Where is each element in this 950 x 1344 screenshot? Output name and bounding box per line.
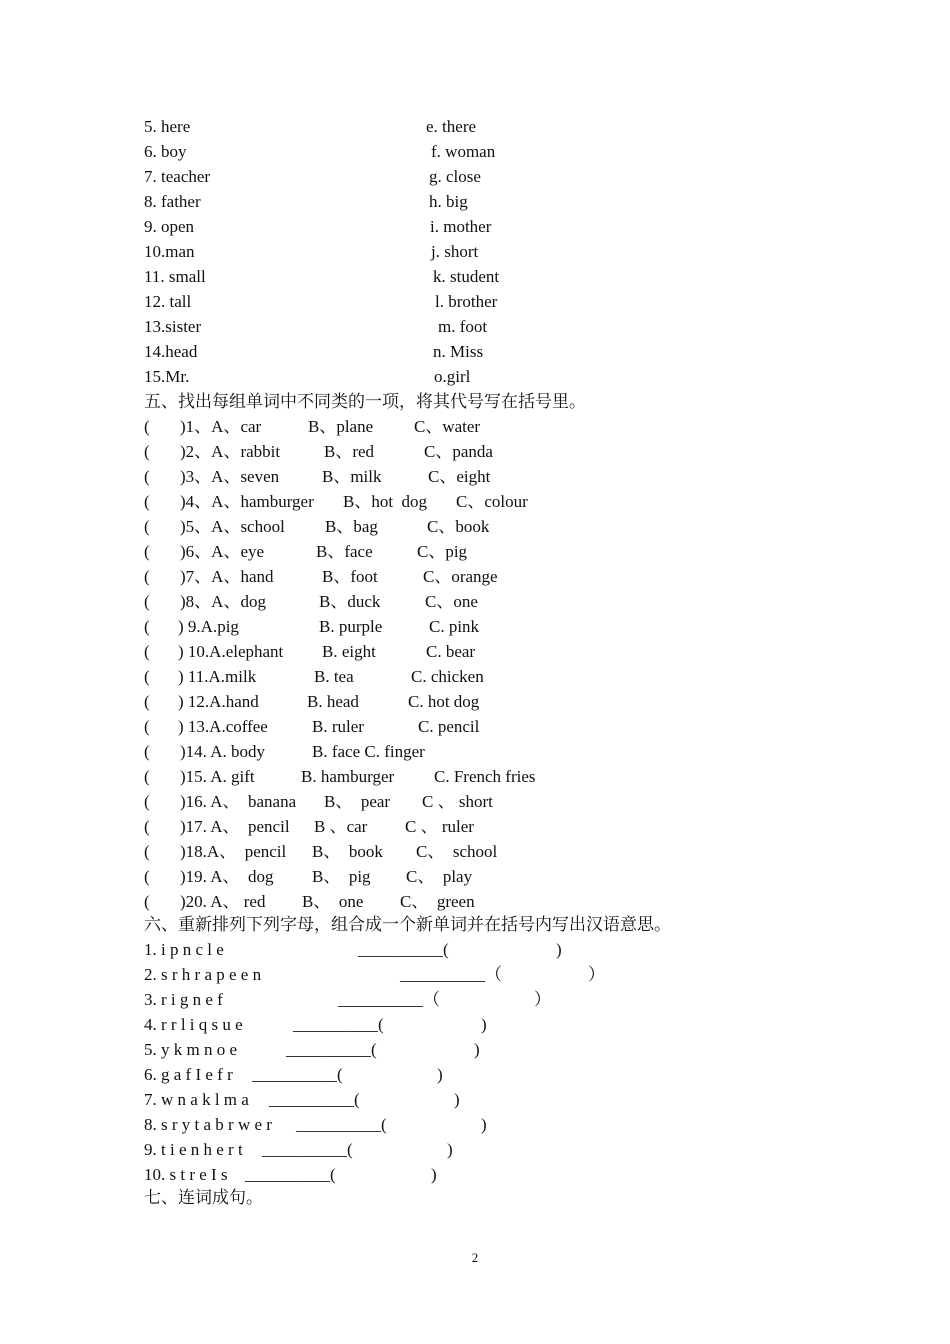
option-a: )15. A. gift [180, 767, 255, 786]
matching-right: n. Miss [433, 342, 484, 361]
matching-left: 10.man [144, 242, 195, 261]
meaning-paren-close: ) [454, 1090, 460, 1109]
matching-left: 9. open [144, 217, 195, 236]
answer-blank: __________（ [338, 990, 440, 1009]
scrambled-letters: 7. w n a k l m a [144, 1090, 249, 1109]
meaning-paren-close: ) [437, 1065, 443, 1084]
option-b: B. tea [314, 667, 354, 686]
answer-blank: __________( [269, 1090, 360, 1109]
option-a: )2、A、rabbit [180, 442, 281, 461]
option-a: )6、A、eye [180, 542, 265, 561]
meaning-paren-close: ) [431, 1165, 437, 1184]
matching-left: 6. boy [144, 142, 187, 161]
answer-blank: __________( [296, 1115, 387, 1134]
matching-right: l. brother [435, 292, 498, 311]
matching-right: i. mother [430, 217, 492, 236]
meaning-paren-close: ) [556, 940, 562, 959]
matching-right: m. foot [438, 317, 488, 336]
option-b: B. hamburger [301, 767, 395, 786]
answer-paren: ( [144, 667, 150, 686]
scrambled-letters: 1. i p n c l e [144, 940, 224, 959]
option-c: C、panda [424, 442, 493, 461]
option-b: B 、car [314, 817, 368, 836]
option-b: B、 one [302, 892, 364, 911]
matching-left: 14.head [144, 342, 198, 361]
scrambled-letters: 2. s r h r a p e e n [144, 965, 262, 984]
meaning-paren-close: ) [481, 1015, 487, 1034]
option-b: B. eight [322, 642, 376, 661]
meaning-paren-close: ) [447, 1140, 453, 1159]
option-b: B、foot [322, 567, 378, 586]
scrambled-letters: 5. y k m n o e [144, 1040, 238, 1059]
answer-paren: ( [144, 892, 150, 911]
option-a: ) 13.A.coffee [178, 717, 268, 736]
option-a: )8、A、dog [180, 592, 266, 611]
option-b: B、duck [319, 592, 381, 611]
matching-left: 12. tall [144, 292, 192, 311]
section-heading: 七、连词成句。 [144, 1188, 263, 1207]
matching-left: 5. here [144, 117, 191, 136]
option-a: ) 12.A.hand [178, 692, 259, 711]
section-heading: 五、找出每组单词中不同类的一项，将其代号写在括号里。 [144, 392, 586, 411]
matching-right: f. woman [431, 142, 496, 161]
matching-right: g. close [429, 167, 481, 186]
answer-blank: __________( [358, 940, 449, 959]
matching-right: h. big [429, 192, 468, 211]
matching-left: 13.sister [144, 317, 202, 336]
answer-paren: ( [144, 417, 150, 436]
option-c: C. pink [429, 617, 480, 636]
answer-paren: ( [144, 467, 150, 486]
answer-paren: ( [144, 617, 150, 636]
option-b: B、 book [312, 842, 383, 861]
option-a: ) 9.A.pig [178, 617, 239, 636]
answer-paren: ( [144, 767, 150, 786]
option-b: B、red [324, 442, 375, 461]
scrambled-letters: 3. r i g n e f [144, 990, 223, 1009]
matching-left: 7. teacher [144, 167, 211, 186]
option-c: C、colour [456, 492, 528, 511]
scrambled-letters: 9. t i e n h e r t [144, 1140, 243, 1159]
option-c: C 、 short [422, 792, 493, 811]
matching-left: 11. small [144, 267, 206, 286]
option-c: C. French fries [434, 767, 536, 786]
option-a: )14. A. body [180, 742, 265, 761]
option-b: B、 pear [324, 792, 391, 811]
matching-right: e. there [426, 117, 477, 136]
answer-paren: ( [144, 492, 150, 511]
answer-blank: __________( [293, 1015, 384, 1034]
scrambled-letters: 4. r r l i q s u e [144, 1015, 243, 1034]
answer-paren: ( [144, 442, 150, 461]
option-c: C、orange [423, 567, 498, 586]
answer-paren: ( [144, 592, 150, 611]
matching-right: j. short [431, 242, 479, 261]
option-c: C、 play [406, 867, 473, 886]
answer-paren: ( [144, 692, 150, 711]
option-b: B. purple [319, 617, 383, 636]
option-b: B、milk [322, 467, 382, 486]
option-c: C、pig [417, 542, 468, 561]
meaning-paren-close: ） [534, 990, 551, 1009]
matching-left: 8. father [144, 192, 201, 211]
option-b: B、face [316, 542, 373, 561]
answer-paren: ( [144, 867, 150, 886]
answer-paren: ( [144, 792, 150, 811]
option-b: B. ruler [312, 717, 364, 736]
answer-paren: ( [144, 842, 150, 861]
option-a: )1、A、car [180, 417, 262, 436]
option-a: )20. A、 red [180, 892, 266, 911]
option-a: )4、A、hamburger [180, 492, 314, 511]
answer-blank: __________( [286, 1040, 377, 1059]
option-c: C、eight [428, 467, 491, 486]
option-b: B、bag [325, 517, 378, 536]
option-a: )19. A、 dog [180, 867, 274, 886]
meaning-paren-close: ) [481, 1115, 487, 1134]
option-c: C、book [427, 517, 490, 536]
section-heading: 六、重新排列下列字母，组合成一个新单词并在括号内写出汉语意思。 [144, 915, 671, 934]
option-c: C、 green [400, 892, 475, 911]
matching-right: o.girl [434, 367, 471, 386]
answer-blank: __________( [245, 1165, 336, 1184]
matching-left: 15.Mr. [144, 367, 190, 386]
option-c: C. chicken [411, 667, 484, 686]
option-a: )18.A、 pencil [180, 842, 287, 861]
scrambled-letters: 10. s t r e I s [144, 1165, 228, 1184]
answer-paren: ( [144, 742, 150, 761]
option-a: )7、A、hand [180, 567, 274, 586]
meaning-paren-close: ) [474, 1040, 480, 1059]
option-c: C. hot dog [408, 692, 480, 711]
option-c: C 、 ruler [405, 817, 474, 836]
option-b: B、hot dog [343, 492, 428, 511]
answer-paren: ( [144, 717, 150, 736]
option-c: C. bear [426, 642, 476, 661]
answer-paren: ( [144, 567, 150, 586]
option-c: C、 school [416, 842, 498, 861]
answer-paren: ( [144, 542, 150, 561]
option-c: C、one [425, 592, 478, 611]
option-b: B. face C. finger [312, 742, 425, 761]
option-c: C、water [414, 417, 481, 436]
option-a: ) 11.A.milk [178, 667, 257, 686]
option-c: C. pencil [418, 717, 480, 736]
option-a: )17. A、 pencil [180, 817, 290, 836]
answer-blank: __________( [252, 1065, 343, 1084]
option-b: B、plane [308, 417, 374, 436]
answer-paren: ( [144, 817, 150, 836]
matching-right: k. student [433, 267, 500, 286]
scrambled-letters: 8. s r y t a b r w e r [144, 1115, 272, 1134]
option-a: )5、A、school [180, 517, 285, 536]
option-b: B. head [307, 692, 359, 711]
option-a: ) 10.A.elephant [178, 642, 284, 661]
answer-paren: ( [144, 642, 150, 661]
option-a: )16. A、 banana [180, 792, 297, 811]
answer-blank: __________( [262, 1140, 353, 1159]
answer-paren: ( [144, 517, 150, 536]
scrambled-letters: 6. g a f I e f r [144, 1065, 233, 1084]
page-number: 2 [471, 1250, 479, 1265]
answer-blank: __________（ [400, 965, 502, 984]
option-a: )3、A、seven [180, 467, 280, 486]
meaning-paren-close: ） [588, 965, 605, 984]
option-b: B、 pig [312, 867, 371, 886]
